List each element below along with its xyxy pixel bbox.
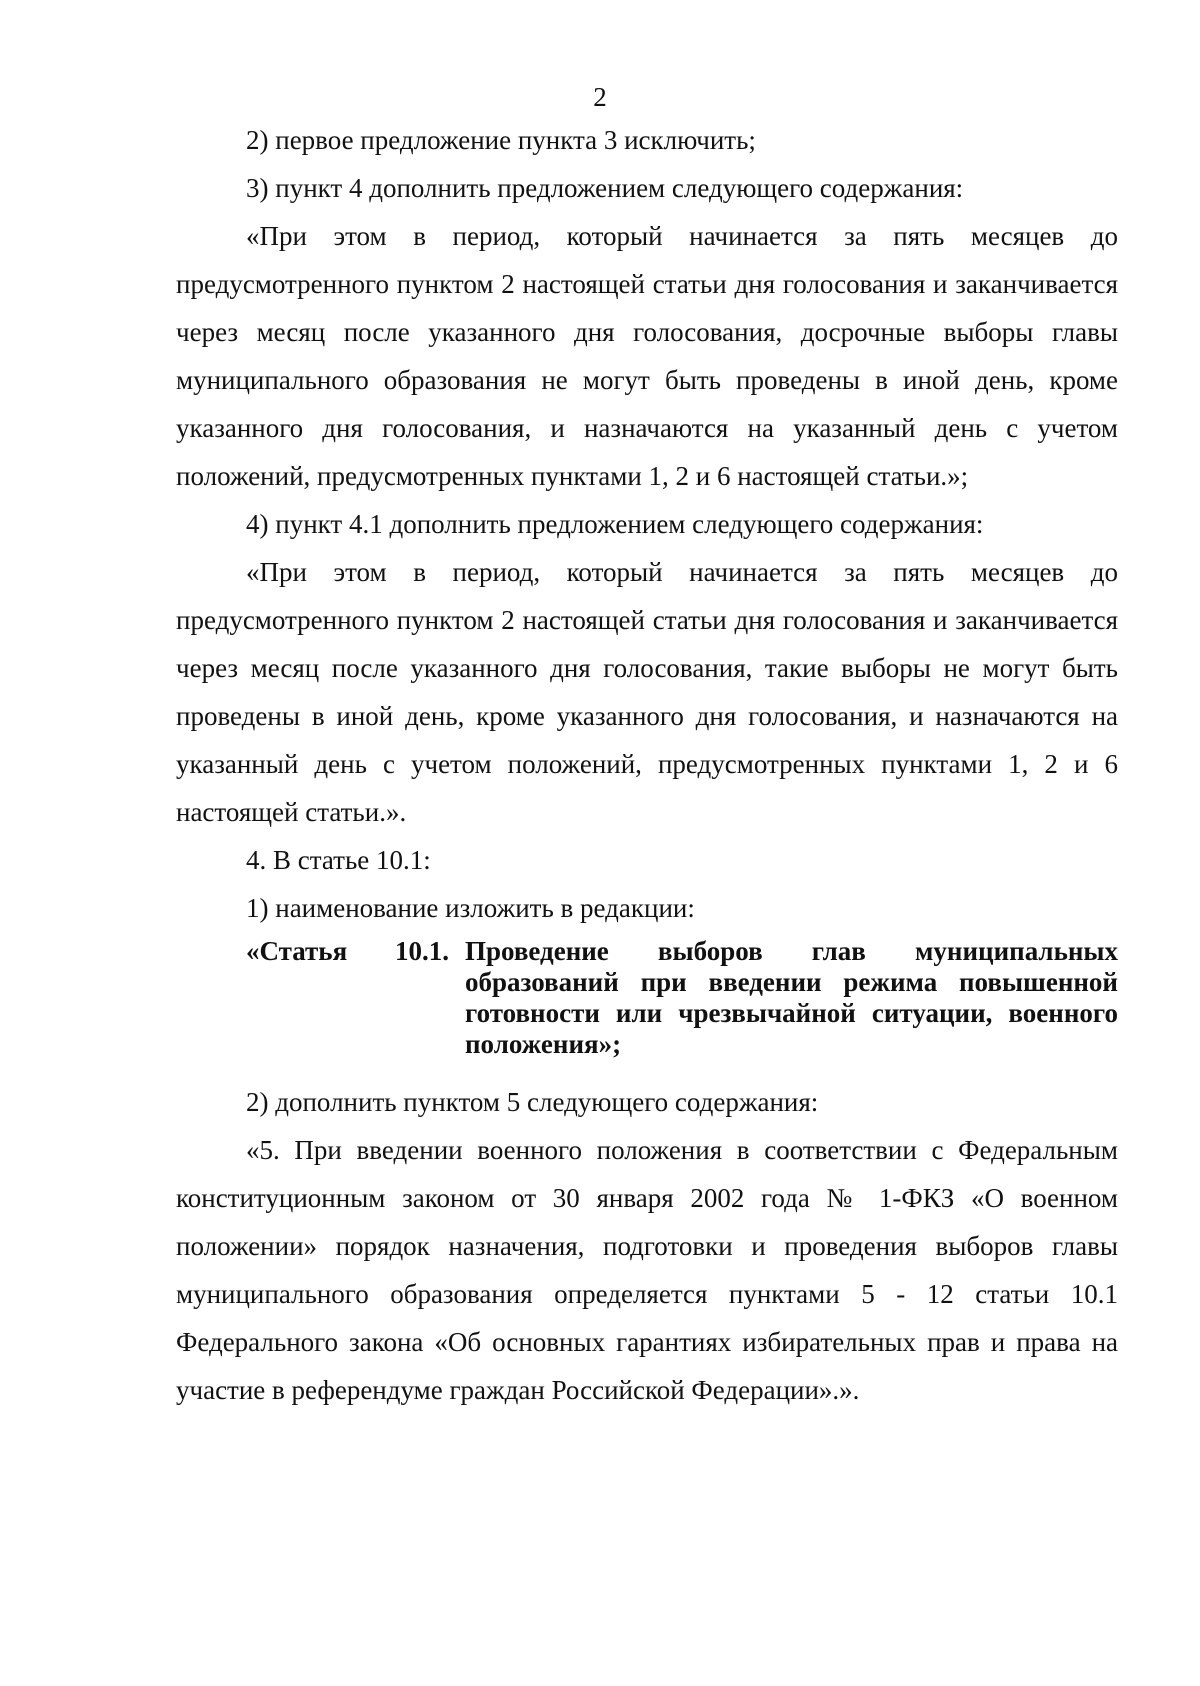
document-body [176,116,1118,1414]
paragraph-item-2-add: 2) дополнить пунктом 5 следующего содержания: [246,1087,819,1117]
quoted-sentence-point-4-1: «При этом в период, который начинается за пять месяцев до предусмотренного пунктом 2 настоящей статьи дня голосования и заканчивается через месяц после указанного дня голосования, такие выборы не могут быть проведены в иной день, кроме указанного дня голосования, и назначаются на указанный день с учетом положений, предусмотренных пунктами 1, 2 и 6 настоящей статьи.». [176,557,1118,827]
section-article-10-1: 4. В статье 10.1: [246,845,431,875]
article-heading-title: Проведение выборов глав муниципальных образований при введении режима повышенной готовности или чрезвычайной ситуации, военного положения»; [465,936,1118,1059]
paragraph-item-1-title: 1) наименование изложить в редакции: [246,893,695,923]
article-heading [246,936,1118,1060]
article-heading-prefix [246,936,465,1060]
paragraph-item-3: 3) пункт 4 дополнить предложением следующего содержания: [246,173,964,203]
page-number: 2 [593,82,607,112]
paragraph-item-4: 4) пункт 4.1 дополнить предложением следующего содержания: [246,509,984,539]
article-heading-number: 10.1. [395,936,449,966]
quoted-sentence-point-4: «При этом в период, который начинается за пять месяцев до предусмотренного пунктом 2 настоящей статьи дня голосования и заканчивается через месяц после указанного дня голосования, досрочные выборы главы муниципального образования не могут быть проведены в иной день, кроме указанного дня голосования, и назначаются на указанный день с учетом положений, предусмотренных пунктами 1, 2 и 6 настоящей статьи.»; [176,221,1118,491]
quoted-point-5: «5. При введении военного положения в соответствии с Федеральным конституционным законом от 30 января 2002 года № 1-ФКЗ «О военном положении» порядок назначения, подготовки и проведения выборов главы муниципального образования определяется пунктами 5 - 12 статьи 10.1 Федерального закона «Об основных гарантиях избирательных прав и права на участие в референдуме граждан Российской Федерации».». [176,1135,1118,1405]
article-heading-word: «Статья [246,936,348,966]
paragraph-item-2: 2) первое предложение пункта 3 исключить; [246,125,756,155]
